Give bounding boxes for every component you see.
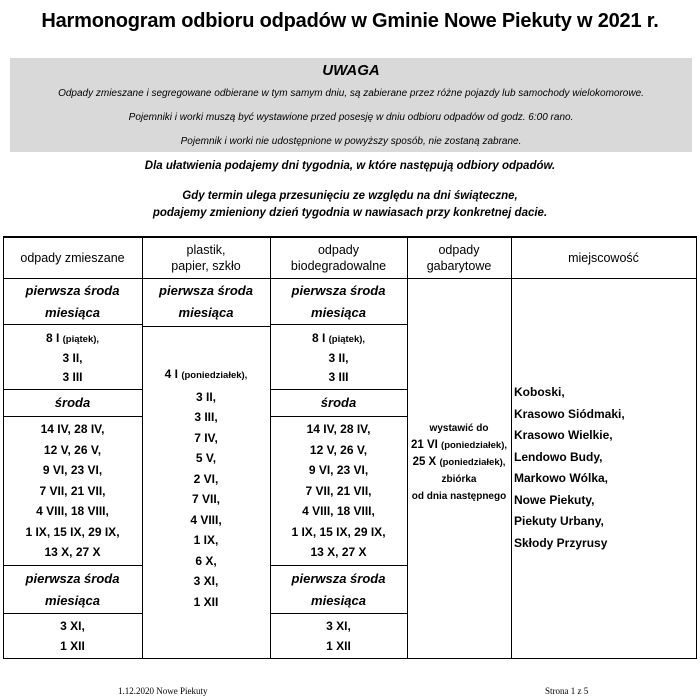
mixed-first-wednesday: pierwsza środa miesiąca — [25, 283, 120, 320]
bio-dates-q1: 8 I (piątek), 3 II, 3 III — [311, 331, 366, 384]
place-item: Nowe Piekuty, — [514, 492, 595, 507]
mixed-dates-mid: 14 IV, 28 IV, 12 V, 26 V, 9 VI, 23 VI, 7 VII, 21 VII, 4 VIII, 18 VIII, 1 IX, 15 IX, 29 IX, 13 X, 27 X — [25, 422, 120, 559]
info-days-note: Dla ułatwienia podajemy dni tygodnia, w które następują odbiory odpadów. — [144, 160, 556, 172]
header-place: miejscowość — [568, 251, 639, 265]
notice-line: Pojemniki i worki muszą być wystawione przed posesję w dniu odbioru odpadów od godz. 6:00 rano. — [128, 112, 574, 123]
schedule-table — [3, 236, 697, 659]
place-item: Skłody Przyrusy — [514, 535, 608, 550]
places-list — [511, 382, 696, 554]
mixed-first-wednesday-2: pierwsza środa miesiąca — [25, 571, 120, 608]
notice-heading: UWAGA — [322, 62, 380, 79]
notice-line: Odpady zmieszane i segregowane odbierane w tym samym dniu, są zabierane przez różne pojazdy lub samochody wielokomorowe. — [58, 88, 644, 99]
plastic-first-wednesday: pierwsza środa miesiąca — [159, 283, 253, 320]
bio-dates-q4: 3 XI, 1 XII — [326, 619, 351, 653]
place-item: Lendowo Budy, — [514, 449, 603, 464]
info-holiday-note: Gdy termin ulega przesunięciu ze względu na dni świąteczne, — [182, 190, 518, 202]
bio-dates-mid: 14 IV, 28 IV, 12 V, 26 V, 9 VI, 23 VI, 7 VII, 21 VII, 4 VIII, 18 VIII, 1 IX, 15 IX, 29 IX, 13 X, 27 X — [291, 422, 386, 559]
plastic-dates: 4 I (poniedziałek), 3 II, 3 III, 7 IV, 5 V, 2 VI, 7 VII, 4 VIII, 1 IX, 6 X, 3 XI, 1 XII — [164, 367, 248, 609]
place-item: Krasowo Siódmaki, — [514, 406, 625, 421]
mixed-dates-q1: 8 I (piątek), 3 II, 3 III — [45, 331, 100, 384]
mixed-dates-q4: 3 XI, 1 XII — [60, 619, 85, 653]
footer-page-number: Strona 1 z 5 — [545, 686, 589, 696]
place-item: Krasowo Wielkie, — [514, 428, 613, 442]
notice-box — [10, 58, 692, 152]
footer-date-location: 1.12.2020 Nowe Piekuty — [118, 686, 208, 696]
place-item: Markowo Wólka, — [514, 471, 609, 485]
mixed-wednesday: środa — [54, 395, 91, 410]
header-bio: odpady biodegradowalne — [290, 243, 387, 273]
header-mixed: odpady zmieszane — [20, 251, 125, 265]
bio-wednesday: środa — [320, 395, 357, 410]
info-holiday-note-2: podajemy zmieniony dzień tygodnia w nawiasach przy konkretnej dacie. — [152, 207, 548, 219]
header-plastic: plastik, papier, szkło — [171, 243, 241, 273]
bio-first-wednesday-2: pierwsza środa miesiąca — [291, 571, 386, 608]
header-bulky: odpady gabarytowe — [426, 243, 492, 273]
bio-first-wednesday: pierwsza środa miesiąca — [291, 283, 386, 320]
page-title: Harmonogram odbioru odpadów w Gminie Nowe Piekuty w 2021 r. — [41, 10, 659, 32]
place-item: Koboski, — [514, 385, 565, 399]
notice-line: Pojemnik i worki nie udostępnione w powyższy sposób, nie zostaną zabrane. — [180, 136, 522, 147]
place-item: Piekuty Urbany, — [514, 514, 604, 528]
bulky-schedule: wystawić do 21 VI (poniedziałek), 25 X (poniedziałek), zbiórka od dnia następnego — [410, 423, 508, 502]
